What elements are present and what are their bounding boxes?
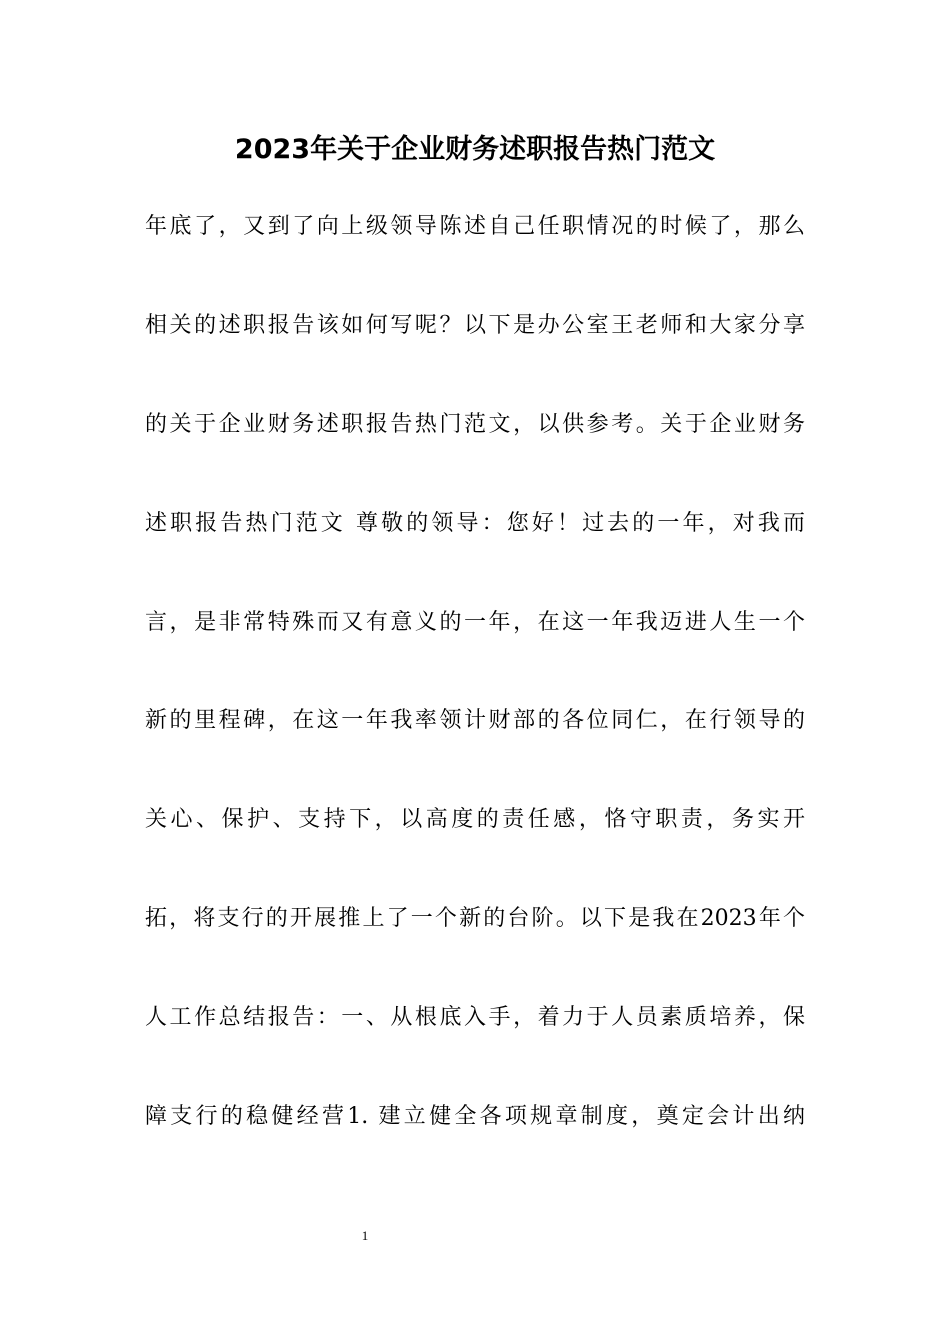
body-text-line-5: 言，是非常特殊而又有意义的一年，在这一年我迈进人生一个 xyxy=(145,610,805,635)
body-text-line-3: 的关于企业财务述职报告热门范文，以供参考。关于企业财务 xyxy=(145,412,805,437)
body-text-line-7: 关心、保护、支持下，以高度的责任感，恪守职责，务实开 xyxy=(145,807,805,832)
body-text-line-6: 新的里程碑，在这一年我率领计财部的各位同仁，在行领导的 xyxy=(145,708,805,733)
body-text-line-10: 障支行的稳健经营1. 建立健全各项规章制度，奠定会计出纳 xyxy=(145,1104,805,1129)
body-text-line-4: 述职报告热门范文 尊敬的领导：您好！过去的一年，对我而 xyxy=(145,511,805,536)
body-text-line-9: 人工作总结报告：一、从根底入手，着力于人员素质培养，保 xyxy=(145,1005,805,1030)
body-text-line-8: 拓，将支行的开展推上了一个新的台阶。以下是我在2023年个 xyxy=(145,906,805,931)
body-text-line-2: 相关的述职报告该如何写呢？以下是办公室王老师和大家分享 xyxy=(145,313,805,338)
body-text-line-1: 年底了，又到了向上级领导陈述自己任职情况的时候了，那么 xyxy=(145,214,805,239)
document-title: 2023年关于企业财务述职报告热门范文 xyxy=(234,134,716,165)
page-number: 1 xyxy=(361,1228,369,1243)
